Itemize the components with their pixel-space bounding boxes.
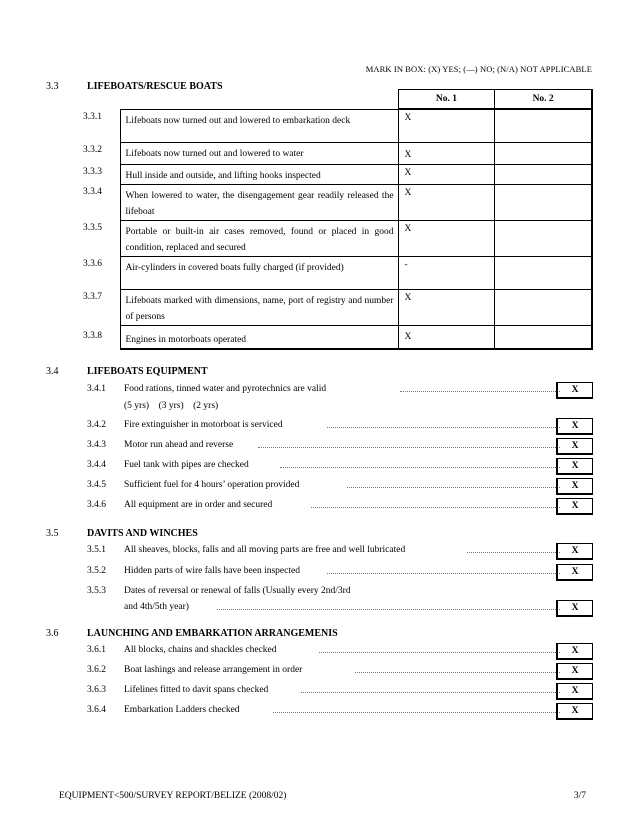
leader-dots <box>327 427 560 428</box>
column-header-no1: No. 1 <box>398 90 495 110</box>
row-number: 3.3.8 <box>83 331 102 341</box>
section-3-5-number: 3.5 <box>46 528 59 539</box>
checklist-item-3-5-1 <box>87 541 593 561</box>
check-box[interactable]: X <box>556 600 593 617</box>
row-no1-mark[interactable]: X <box>398 142 495 164</box>
check-box[interactable]: X <box>556 498 593 515</box>
section-3-5-title: DAVITS AND WINCHES <box>87 528 198 539</box>
leader-dots <box>280 467 560 468</box>
item-subtext: (5 yrs) (3 yrs) (2 yrs) <box>124 401 219 411</box>
item-number: 3.4.3 <box>87 440 106 450</box>
row-no2-mark[interactable] <box>495 325 592 349</box>
checklist-item-3-4-5 <box>87 476 593 496</box>
row-no2-mark[interactable] <box>495 289 592 325</box>
row-description: Lifeboats now turned out and lowered to water <box>121 142 398 164</box>
item-text: Fuel tank with pipes are checked <box>124 460 249 470</box>
item-text: All blocks, chains and shackles checked <box>124 645 277 655</box>
footer-page-number: 3/7 <box>573 791 586 801</box>
row-description: Air-cylinders in covered boats fully charged (if provided) <box>121 256 398 289</box>
row-no1-mark[interactable]: X <box>398 184 495 220</box>
row-no1-mark[interactable]: X <box>398 325 495 349</box>
row-no2-mark[interactable] <box>495 256 592 289</box>
item-text: Sufficient fuel for 4 hours’ operation provided <box>124 480 300 490</box>
row-no1-mark[interactable]: - <box>398 256 495 289</box>
item-number: 3.4.1 <box>87 384 106 394</box>
checklist-item-3-6-1 <box>87 641 593 661</box>
row-no1-mark[interactable]: X <box>398 164 495 184</box>
section-3-3-title: LIFEBOATS/RESCUE BOATS <box>87 81 223 92</box>
checklist-item-3-5-3 <box>87 598 593 618</box>
row-description: When lowered to water, the disengagement gear readily released the lifeboat <box>121 184 398 220</box>
item-text: and 4th/5th year) <box>124 602 189 612</box>
item-text: All equipment are in order and secured <box>124 500 273 510</box>
check-box[interactable]: X <box>556 418 593 435</box>
section-3-6-title: LAUNCHING AND EMBARKATION ARRANGEMENIS <box>87 628 338 639</box>
row-description: Portable or built-in air cases removed, found or placed in good condition, replaced and secured <box>121 220 398 256</box>
leader-dots <box>467 552 560 553</box>
row-number: 3.3.3 <box>83 167 102 177</box>
row-description: Lifeboats now turned out and lowered to embarkation deck <box>121 109 398 142</box>
column-header-no2: No. 2 <box>495 90 592 110</box>
item-number: 3.5.3 <box>87 586 106 596</box>
check-box[interactable]: X <box>556 564 593 581</box>
row-number: 3.3.5 <box>83 223 102 233</box>
section-3-4-number: 3.4 <box>46 366 59 377</box>
row-no1-mark[interactable]: X <box>398 220 495 256</box>
item-number: 3.4.2 <box>87 420 106 430</box>
check-box[interactable]: X <box>556 703 593 720</box>
item-number: 3.6.3 <box>87 685 106 695</box>
item-text: Hidden parts of wire falls have been inspected <box>124 566 300 576</box>
check-box[interactable]: X <box>556 643 593 660</box>
leader-dots <box>355 672 560 673</box>
leader-dots <box>301 692 560 693</box>
check-box[interactable]: X <box>556 382 593 399</box>
leader-dots <box>347 487 560 488</box>
checklist-item-3-4-2 <box>87 416 593 436</box>
check-box[interactable]: X <box>556 478 593 495</box>
item-number: 3.6.2 <box>87 665 106 675</box>
row-description: Hull inside and outside, and lifting hooks inspected <box>121 164 398 184</box>
checklist-item-3-4-1 <box>87 380 593 400</box>
footer-document-id: EQUIPMENT<500/SURVEY REPORT/BELIZE (2008/02) <box>59 791 287 801</box>
table-row <box>83 164 592 184</box>
leader-dots <box>258 447 560 448</box>
item-number: 3.6.1 <box>87 645 106 655</box>
mark-legend: MARK IN BOX: (X) YES; (—) NO; (N/A) NOT APPLICABLE <box>365 64 592 74</box>
table-row <box>83 184 592 220</box>
item-text: Boat lashings and release arrangement in order <box>124 665 303 675</box>
leader-dots <box>311 507 560 508</box>
leader-dots <box>217 609 560 610</box>
table-row <box>83 220 592 256</box>
checklist-item-3-5-2 <box>87 562 593 582</box>
section-3-6-number: 3.6 <box>46 628 59 639</box>
row-number: 3.3.2 <box>83 145 102 155</box>
item-text: All sheaves, blocks, falls and all moving parts are free and well lubricated <box>124 545 406 555</box>
leader-dots <box>273 712 560 713</box>
checklist-item-3-4-4 <box>87 456 593 476</box>
table-row <box>83 142 592 164</box>
lifeboats-table <box>83 89 593 350</box>
row-no2-mark[interactable] <box>495 109 592 142</box>
checklist-item-3-6-4 <box>87 701 593 721</box>
item-text: Embarkation Ladders checked <box>124 705 240 715</box>
item-number: 3.5.2 <box>87 566 106 576</box>
row-no2-mark[interactable] <box>495 164 592 184</box>
checklist-item-3-6-3 <box>87 681 593 701</box>
row-description: Lifeboats marked with dimensions, name, port of registry and number of persons <box>121 289 398 325</box>
table-row <box>83 256 592 289</box>
item-number: 3.4.4 <box>87 460 106 470</box>
check-box[interactable]: X <box>556 663 593 680</box>
item-text: Lifelines fitted to davit spans checked <box>124 685 269 695</box>
check-box[interactable]: X <box>556 543 593 560</box>
table-row <box>83 109 592 142</box>
item-text: Food rations, tinned water and pyrotechnics are valid <box>124 384 327 394</box>
section-3-4-title: LIFEBOATS EQUIPMENT <box>87 366 208 377</box>
table-row <box>83 289 592 325</box>
table-row <box>83 325 592 349</box>
row-number: 3.3.1 <box>83 112 102 122</box>
checklist-item-3-6-2 <box>87 661 593 681</box>
row-no1-mark[interactable]: X <box>398 109 495 142</box>
item-number: 3.4.6 <box>87 500 106 510</box>
leader-dots <box>327 573 560 574</box>
check-box[interactable]: X <box>556 458 593 475</box>
check-box[interactable]: X <box>556 683 593 700</box>
item-pretext: Dates of reversal or renewal of falls (Usually every 2nd/3rd <box>124 586 351 596</box>
row-no2-mark[interactable] <box>495 220 592 256</box>
row-description: Engines in motorboats operated <box>121 325 398 349</box>
item-text: Fire extinguisher in motorboat is serviced <box>124 420 283 430</box>
row-number: 3.3.7 <box>83 292 102 302</box>
row-number: 3.3.6 <box>83 259 102 269</box>
item-number: 3.6.4 <box>87 705 106 715</box>
row-number: 3.3.4 <box>83 187 102 197</box>
row-no1-mark[interactable]: X <box>398 289 495 325</box>
section-3-3-number: 3.3 <box>46 81 59 92</box>
item-number: 3.5.1 <box>87 545 106 555</box>
item-text: Motor run ahead and reverse <box>124 440 234 450</box>
item-number: 3.4.5 <box>87 480 106 490</box>
leader-dots <box>400 391 560 392</box>
row-no2-mark[interactable] <box>495 142 592 164</box>
checklist-item-3-4-6 <box>87 496 593 516</box>
checklist-item-3-4-3 <box>87 436 593 456</box>
leader-dots <box>319 652 560 653</box>
check-box[interactable]: X <box>556 438 593 455</box>
row-no2-mark[interactable] <box>495 184 592 220</box>
